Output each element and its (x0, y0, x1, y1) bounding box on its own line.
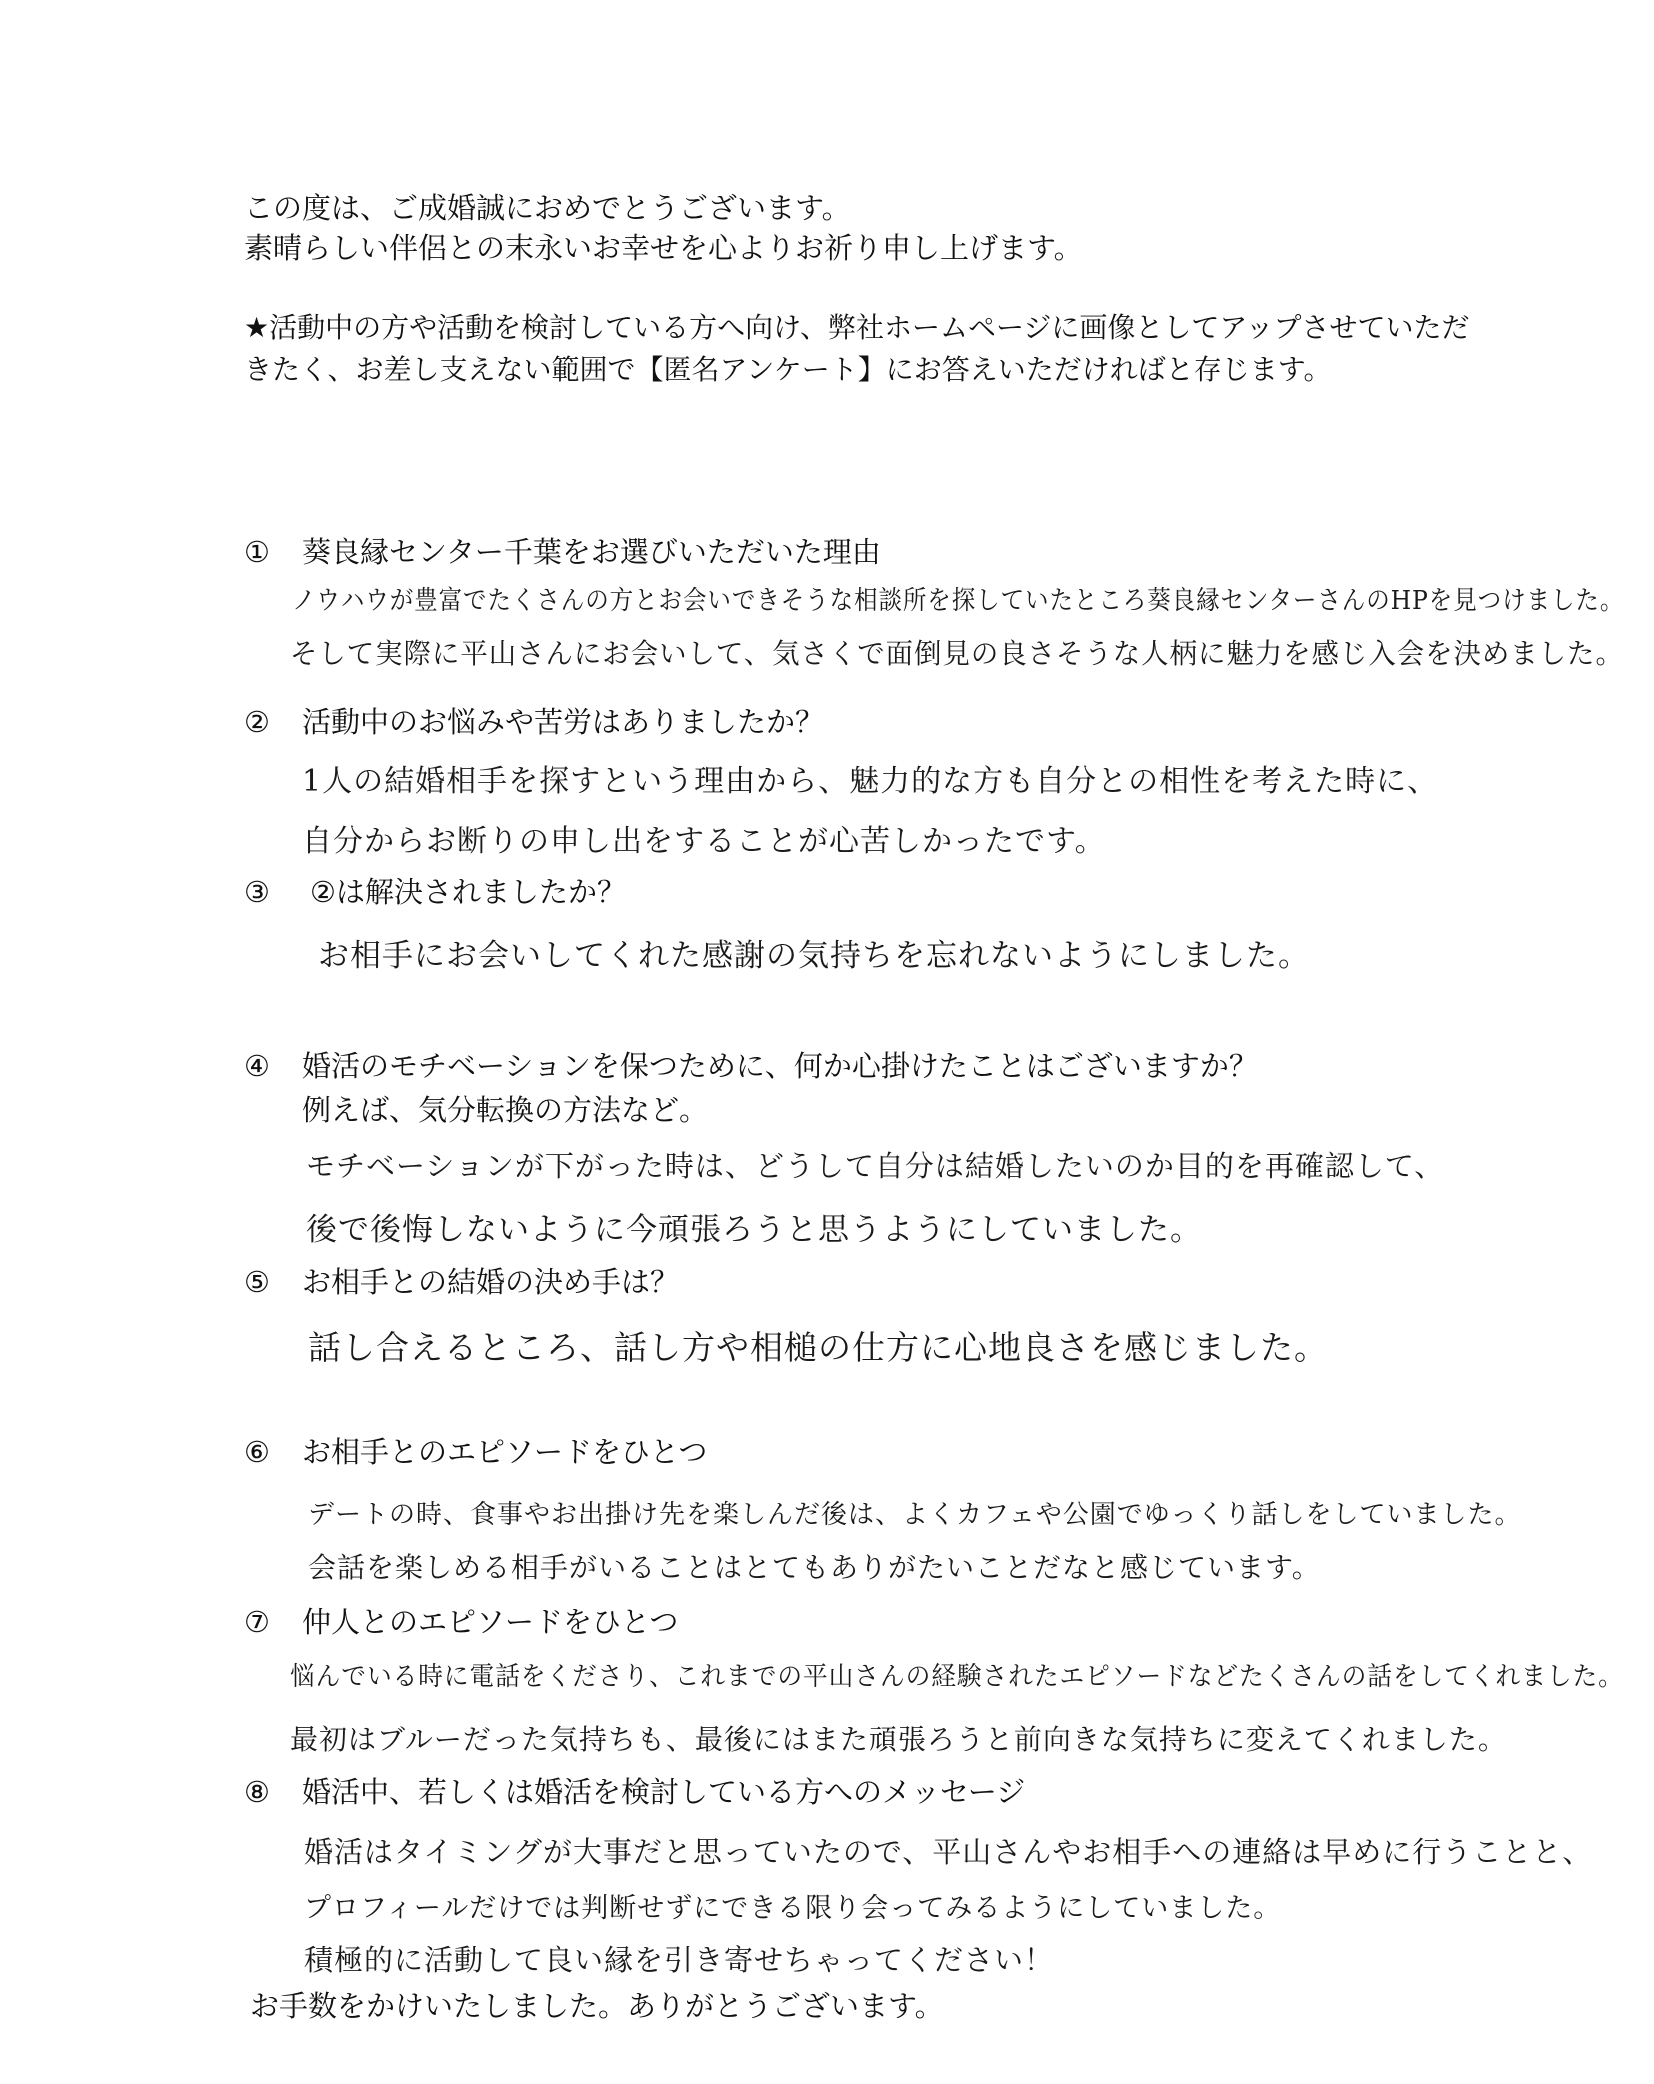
question-4-number: ④ (244, 1049, 270, 1083)
question-7-number: ⑦ (244, 1605, 270, 1639)
question-1-label: 葵良縁センター千葉をお選びいただいた理由 (302, 535, 881, 569)
answer-6-line-1: デートの時、食事やお出掛け先を楽しんだ後は、よくカフェや公園でゆっくり話しをしていました。 (308, 1500, 1522, 1530)
answer-5-line-1: 話し合えるところ、話し方や相槌の仕方に心地良さを感じました。 (308, 1328, 1328, 1367)
answer-8-line-1: 婚活はタイミングが大事だと思っていたので、平山さんやお相手への連絡は早めに行うことと、 (304, 1835, 1593, 1869)
question-5 (244, 1260, 679, 1301)
question-2-label: 活動中のお悩みや苦労はありましたか？ (302, 705, 825, 739)
answer-7-line-2: 最初はブルーだった気持ちも、最後にはまた頑張ろうと前向きな気持ちに変えてくれました。 (290, 1723, 1507, 1756)
answer-1-line-2: そして実際に平山さんにお会いして、気さくで面倒見の良さそうな人柄に魅力を感じ入会を決めました。 (290, 637, 1624, 670)
question-3-number: ③ (244, 875, 270, 909)
question-7 (244, 1600, 678, 1641)
question-5-number: ⑤ (244, 1265, 270, 1299)
question-7-label: 仲人とのエピソードをひとつ (302, 1605, 679, 1639)
answer-8-line-3: 積極的に活動して良い縁を引き寄せちゃってください！ (304, 1943, 1055, 1977)
question-8 (244, 1770, 1025, 1811)
question-2-number: ② (244, 705, 270, 739)
answer-7-line-1: 悩んでいる時に電話をくださり、これまでの平山さんの経験されたエピソードなどたくさんの話をしてくれました。 (290, 1662, 1624, 1692)
answer-1-line-1: ノウハウが豊富でたくさんの方とお会いできそうな相談所を探していたところ葵良縁センターさんのHPを見つけました。 (292, 586, 1625, 616)
intro-line-2: 素晴らしい伴侶との末永いお幸せを心よりお祈り申し上げます。 (244, 231, 1083, 265)
question-4 (244, 1044, 1258, 1085)
answer-4-line-1: モチベーションが下がった時は、どうして自分は結婚したいのか目的を再確認して、 (306, 1149, 1445, 1183)
closing-text: お手数をかけいたしました。ありがとうございます。 (250, 1989, 944, 2023)
answer-2-line-2: 自分からお断りの申し出をすることが心苦しかったです。 (302, 824, 1106, 859)
question-1 (244, 530, 881, 571)
question-2 (244, 700, 824, 741)
question-4-sublabel: 例えば、気分転換の方法など。 (302, 1093, 709, 1127)
answer-6-line-2: 会話を楽しめる相手がいることはとてもありがたいことだなと感じています。 (308, 1551, 1321, 1584)
question-6-label: お相手とのエピソードをひとつ (302, 1435, 708, 1469)
question-8-number: ⑧ (244, 1775, 270, 1809)
question-3 (244, 870, 626, 911)
question-4-label: 婚活のモチベーションを保つために、何か心掛けたことはございますか？ (302, 1049, 1258, 1083)
answer-3-line-1: お相手にお会いしてくれた感謝の気持ちを忘れないようにしました。 (318, 938, 1310, 974)
answer-4-line-2: 後で後悔しないように今頑張ろうと思うようにしていました。 (306, 1212, 1202, 1248)
question-8-label: 婚活中、若しくは婚活を検討している方へのメッセージ (302, 1775, 1026, 1809)
question-6-number: ⑥ (244, 1435, 270, 1469)
request-line-1: ★活動中の方や活動を検討している方へ向け、弊社ホームページに画像としてアップさせていただ (244, 311, 1470, 344)
intro-line-1: この度は、ご成婚誠におめでとうございます。 (244, 191, 851, 225)
question-3-label: ②は解決されましたか？ (310, 875, 626, 909)
question-5-label: お相手との結婚の決め手は？ (302, 1265, 680, 1299)
answer-2-line-1: 1人の結婚相手を探すという理由から、魅力的な方も自分との相性を考えた時に、 (302, 764, 1439, 799)
request-line-2: きたく、お差し支えない範囲で【匿名アンケート】にお答えいただければと存じます。 (244, 353, 1332, 386)
question-1-number: ① (244, 535, 270, 569)
question-6 (244, 1430, 707, 1471)
answer-8-line-2: プロフィールだけでは判断せずにできる限り会ってみるようにしていました。 (304, 1893, 1282, 1924)
